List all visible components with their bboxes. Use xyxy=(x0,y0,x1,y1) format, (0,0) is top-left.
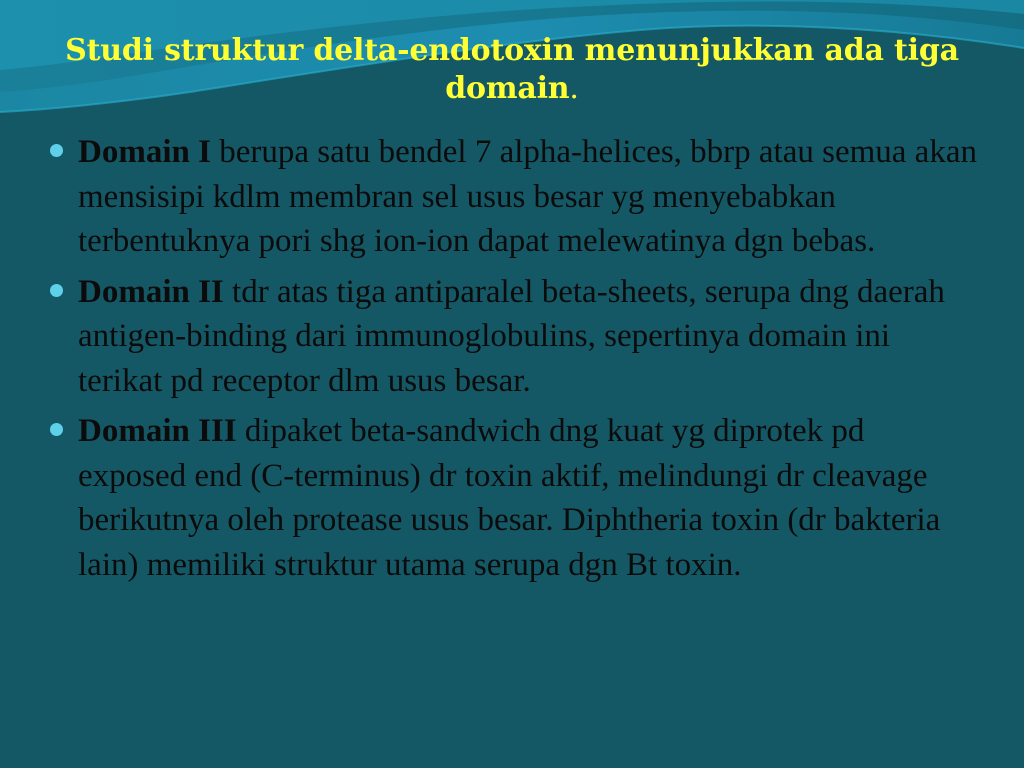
domain-description: tdr atas tiga antiparalel beta-sheets, serupa dng daerah antigen-binding dari immunoglobulins, sepertinya domain ini terikat pd receptor dlm usus besar. xyxy=(78,273,945,399)
domain-term: Domain III xyxy=(78,413,237,449)
slide-title-text: Studi struktur delta-endotoxin menunjukkan ada tiga domain xyxy=(65,33,959,106)
bullet-dot-icon xyxy=(50,284,63,297)
slide-title-period: . xyxy=(569,71,579,106)
slide-title xyxy=(60,32,964,108)
bullet-item-domain-2 xyxy=(48,270,980,404)
domain-description: dipaket beta-sandwich dng kuat yg diprotek pd exposed end (C-terminus) dr toxin aktif, melindungi dr cleavage berikutnya oleh protease usus besar. Diphtheria toxin (dr bakteria lain) memiliki struktur utama serupa dgn Bt toxin. xyxy=(78,413,941,583)
bullet-item-domain-1 xyxy=(48,130,980,264)
bullet-item-domain-3 xyxy=(48,409,980,587)
bullet-dot-icon xyxy=(50,423,63,436)
domain-description: berupa satu bendel 7 alpha-helices, bbrp atau semua akan mensisipi kdlm membran sel usus besar yg menyebabkan terbentuknya pori shg ion-ion dapat melewatinya dgn bebas. xyxy=(78,134,977,259)
bullet-dot-icon xyxy=(50,144,63,157)
bullet-list xyxy=(48,130,980,593)
domain-term: Domain II xyxy=(78,273,224,310)
domain-term: Domain I xyxy=(78,134,211,170)
